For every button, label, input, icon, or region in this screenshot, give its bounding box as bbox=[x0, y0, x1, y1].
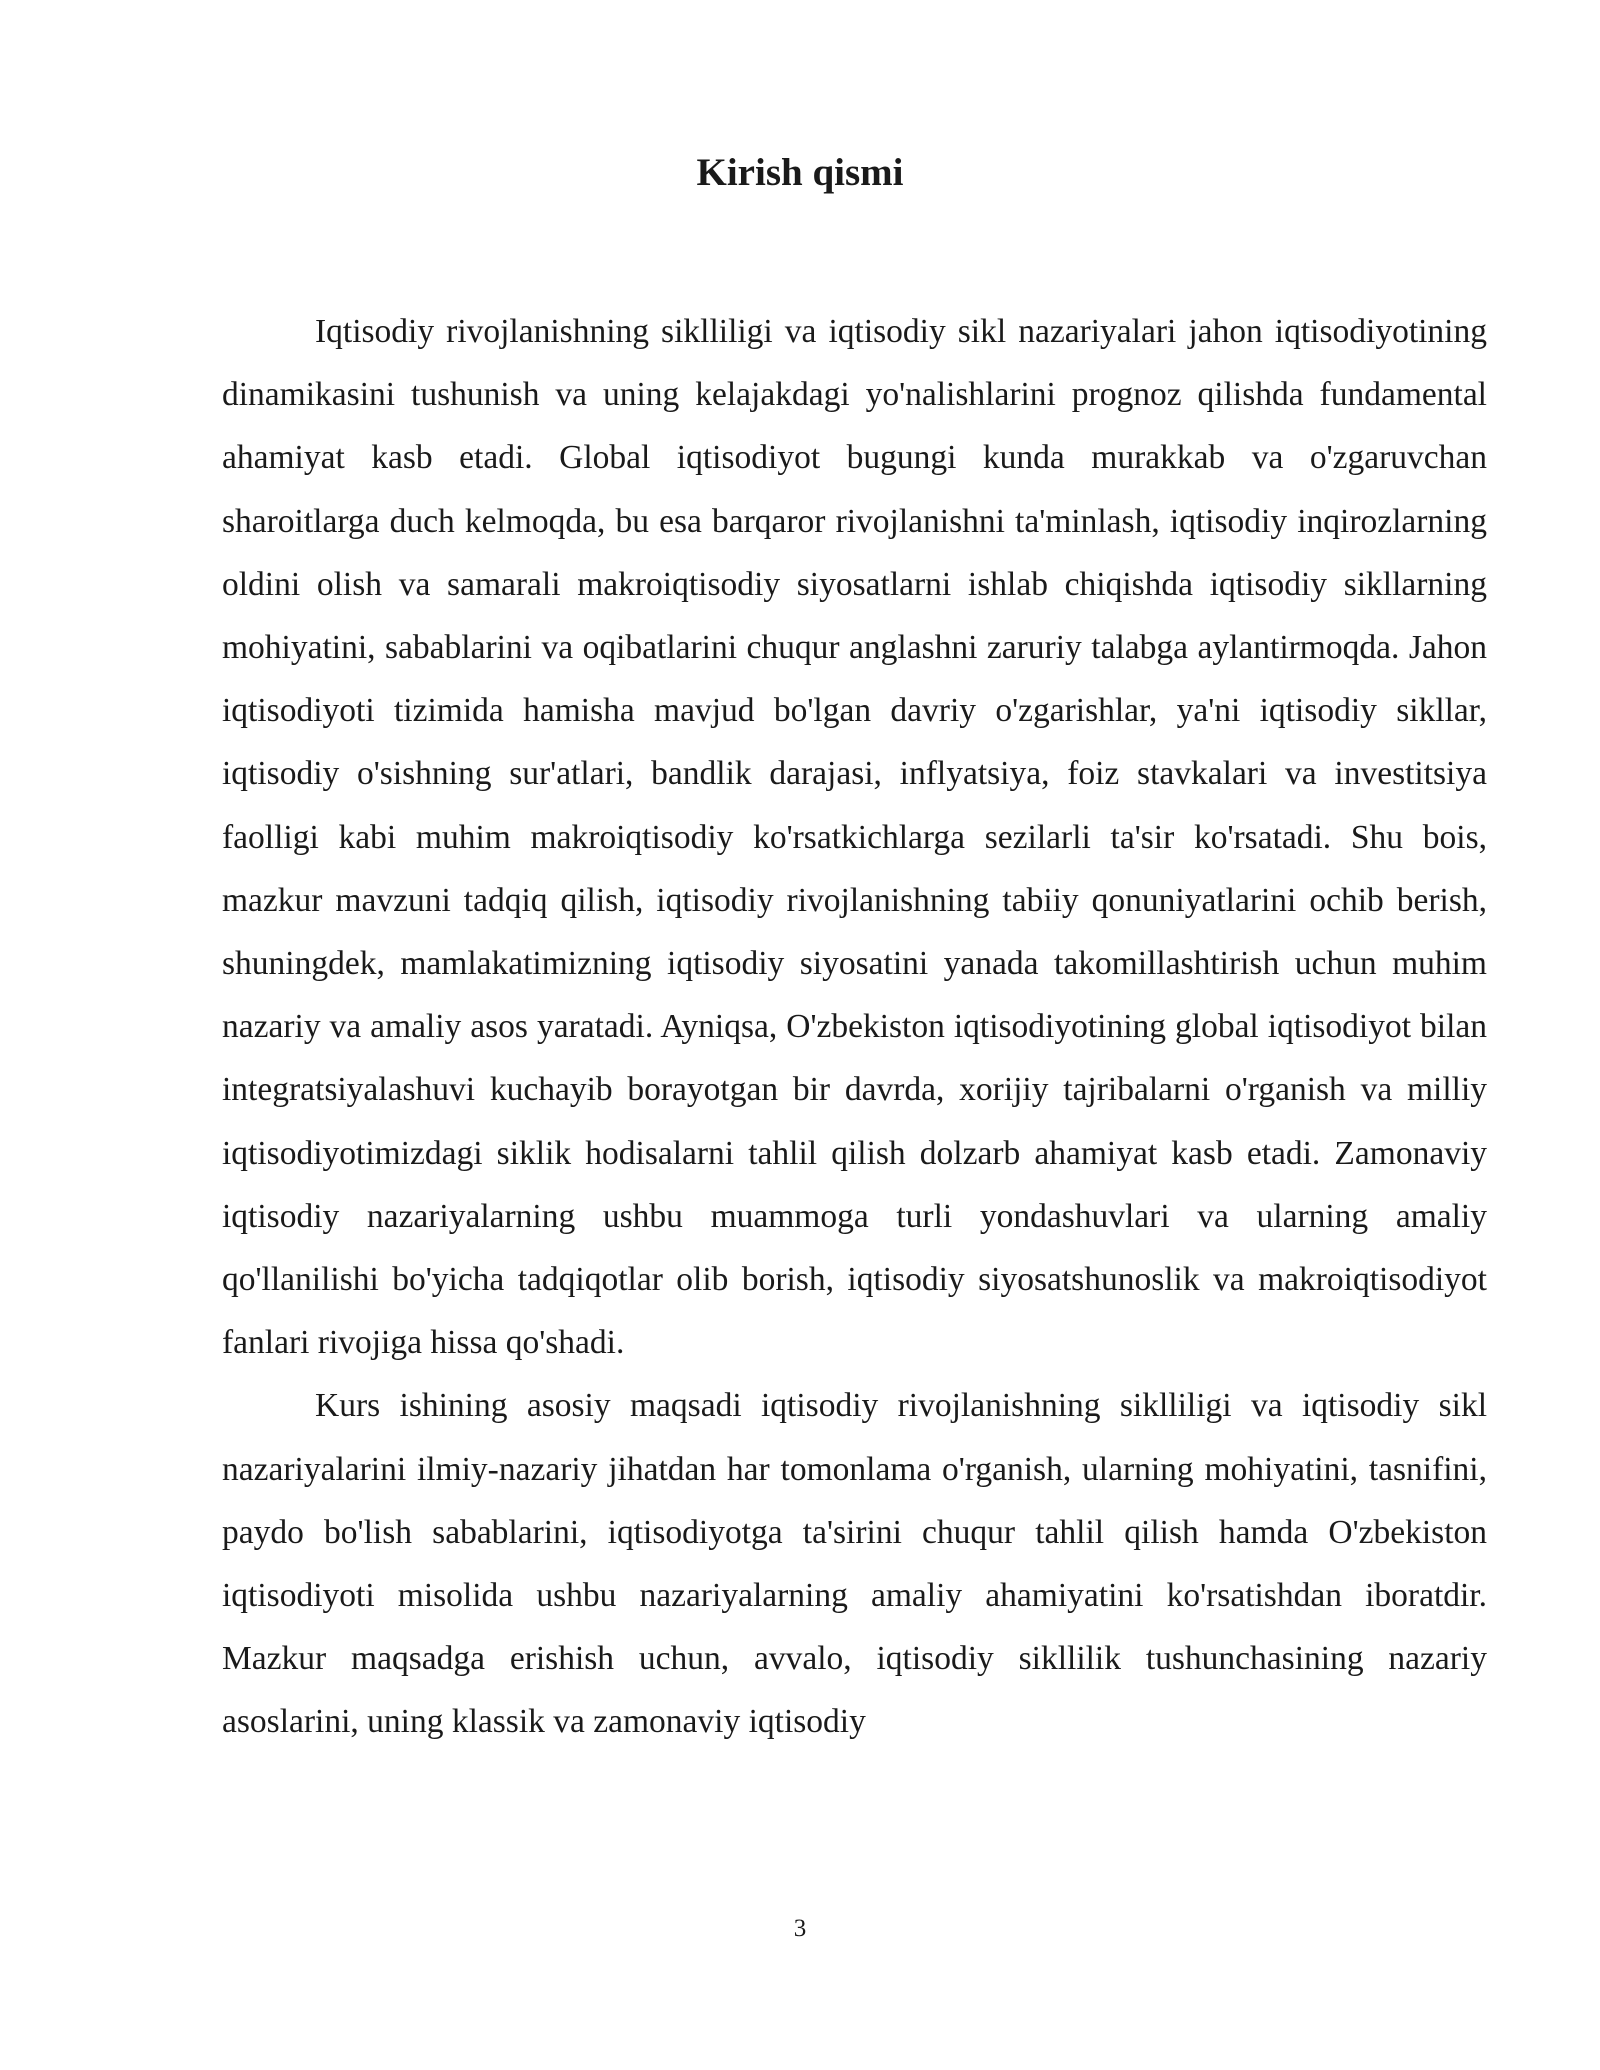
page-title: Kirish qismi bbox=[696, 151, 904, 194]
body-text bbox=[222, 300, 1487, 1754]
paragraph: Iqtisodiy rivojlanishning siklliligi va iqtisodiy sikl nazariyalari jahon iqtisodiyotining dinamikasini tushunish va uning kelajakdagi yo'nalishlarini prognoz qilishda fundamental ahamiyat kasb etadi. Global iqtisodiyot bugungi kunda murakkab va o'zgaruvchan sharoitlarga duch kelmoqda, bu esa barqaror rivojlanishni ta'minlash, iqtisodiy inqirozlarning oldini olish va samarali makroiqtisodiy siyosatlarni ishlab chiqishda iqtisodiy sikllarning mohiyatini, sabablarini va oqibatlarini chuqur anglashni zaruriy talabga aylantirmoqda. Jahon iqtisodiyoti tizimida hamisha mavjud bo'lgan davriy o'zgarishlar, ya'ni iqtisodiy sikllar, iqtisodiy o'sishning sur'atlari, bandlik darajasi, inflyatsiya, foiz stavkalari va investitsiya faolligi kabi muhim makroiqtisodiy ko'rsatkichlarga sezilarli ta'sir ko'rsatadi. Shu bois, mazkur mavzuni tadqiq qilish, iqtisodiy rivojlanishning tabiiy qonuniyatlarini ochib berish, shuningdek, mamlakatimizning iqtisodiy siyosatini yanada takomillashtirish uchun muhim nazariy va amaliy asos yaratadi. Ayniqsa, O'zbekiston iqtisodiyotining global iqtisodiyot bilan integratsiyalashuvi kuchayib borayotgan bir davrda, xorijiy tajribalarni o'rganish va milliy iqtisodiyotimizdagi siklik hodisalarni tahlil qilish dolzarb ahamiyat kasb etadi. Zamonaviy iqtisodiy nazariyalarning ushbu muammoga turli yondashuvlari va ularning amaliy qo'llanilishi bo'yicha tadqiqotlar olib borish, iqtisodiy siyosatshunoslik va makroiqtisodiyot fanlari rivojiga hissa qo'shadi. bbox=[222, 313, 1487, 1362]
page-number: 3 bbox=[793, 1915, 807, 1942]
paragraph: Kurs ishining asosiy maqsadi iqtisodiy rivojlanishning siklliligi va iqtisodiy sikl nazariyalarini ilmiy-nazariy jihatdan har tomonlama o'rganish, ularning mohiyatini, tasnifini, paydo bo'lish sabablarini, iqtisodiyotga ta'sirini chuqur tahlil qilish hamda O'zbekiston iqtisodiyoti misolida ushbu nazariyalarning amaliy ahamiyatini ko'rsatishdan iboratdir. Mazkur maqsadga erishish uchun, avvalo, iqtisodiy sikllilik tushunchasining nazariy asoslarini, uning klassik va zamonaviy iqtisodiy bbox=[222, 1387, 1487, 1741]
